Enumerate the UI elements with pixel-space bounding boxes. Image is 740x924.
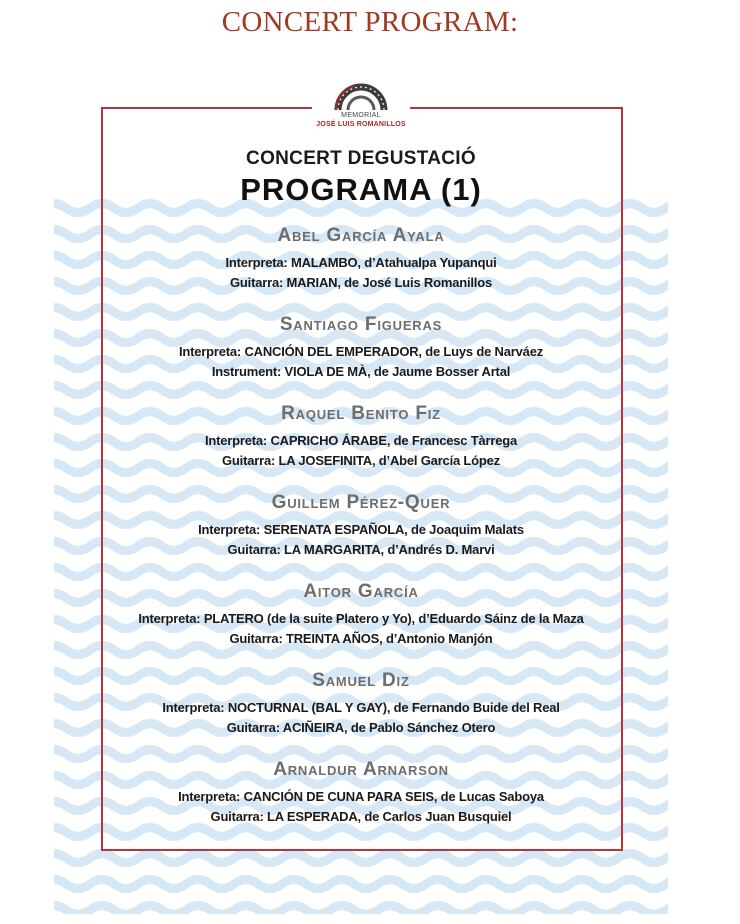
performer-instrument: Guitarra: MARIAN, de José Luis Romanillos bbox=[230, 275, 492, 290]
performer-name: Guillem Pérez-Quer bbox=[271, 492, 451, 513]
page-title: CONCERT PROGRAM: bbox=[221, 6, 519, 38]
logo-memorial-text: MEMORIAL bbox=[341, 112, 381, 119]
performer-block bbox=[54, 669, 668, 738]
performer-name: Santiago Figueras bbox=[279, 314, 443, 335]
performer-block bbox=[54, 224, 668, 293]
wave-stroke bbox=[54, 854, 668, 863]
program-subheading: PROGRAMA (1) bbox=[240, 172, 482, 207]
performer-piece: Interpreta: NOCTURNAL (BAL Y GAY), de Fernando Buide del Real bbox=[162, 700, 560, 715]
performer-name: Raquel Benito Fiz bbox=[281, 403, 441, 424]
program-heading: CONCERT DEGUSTACIÓ bbox=[246, 148, 476, 169]
performer-instrument: Guitarra: LA ESPERADA, de Carlos Juan Busquiel bbox=[210, 809, 512, 824]
performer-instrument: Guitarra: TREINTA AÑOS, d’Antonio Manjón bbox=[229, 631, 493, 646]
performer-name: Aitor García bbox=[303, 581, 419, 602]
logo-name-text: JOSÉ LUIS ROMANILLOS bbox=[316, 121, 406, 128]
guitar-rosette-icon bbox=[334, 78, 388, 112]
performer-name: Abel García Ayala bbox=[277, 225, 445, 246]
performer-instrument: Guitarra: ACIÑEIRA, de Pablo Sánchez Otero bbox=[226, 720, 496, 735]
program-frame bbox=[101, 107, 623, 851]
performer-piece: Interpreta: CAPRICHO ÁRABE, de Francesc Tàrrega bbox=[204, 433, 518, 448]
performer-instrument: Instrument: VIOLA DE MÀ, de Jaume Bosser Artal bbox=[211, 364, 511, 379]
performer-name: Arnaldur Arnarson bbox=[273, 759, 449, 780]
performer-piece: Interpreta: MALAMBO, d’Atahualpa Yupanqui bbox=[225, 255, 497, 270]
performer-block bbox=[54, 758, 668, 827]
performer-piece: Interpreta: SERENATA ESPAÑOLA, de Joaquim Malats bbox=[198, 522, 524, 537]
performer-block bbox=[54, 313, 668, 382]
performer-block bbox=[54, 402, 668, 471]
memorial-logo bbox=[312, 76, 410, 152]
performer-piece: Interpreta: CANCIÓN DE CUNA PARA SEIS, de Lucas Saboya bbox=[178, 789, 544, 804]
performer-name: Samuel Diz bbox=[312, 670, 410, 691]
performer-block bbox=[54, 491, 668, 560]
wave-stroke bbox=[54, 906, 668, 915]
program-poster bbox=[54, 58, 668, 914]
performer-instrument: Guitarra: LA MARGARITA, d’Andrés D. Marvi bbox=[227, 542, 495, 557]
wave-stroke bbox=[54, 880, 668, 889]
performer-piece: Interpreta: CANCIÓN DEL EMPERADOR, de Luys de Narváez bbox=[178, 344, 544, 359]
performer-instrument: Guitarra: LA JOSEFINITA, d’Abel García López bbox=[222, 453, 500, 468]
performer-block bbox=[54, 580, 668, 649]
performer-piece: Interpreta: PLATERO (de la suite Platero y Yo), d’Eduardo Sáinz de la Maza bbox=[138, 611, 584, 626]
